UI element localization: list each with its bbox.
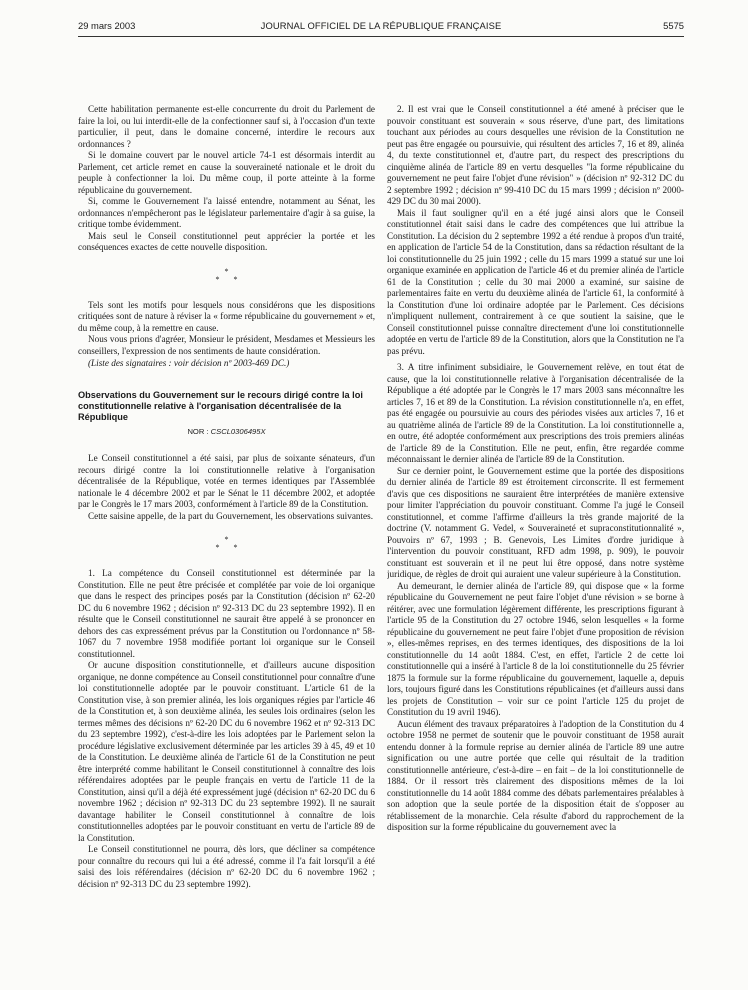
right-column (387, 104, 684, 984)
paragraph: 2. Il est vrai que le Conseil constitutionnel a été amené à préciser que le pouvoir constituant est souverain « sous réserve, d'une part, des limitations touchant aux périodes au cours desquelles une révision de la Constitution ne peut pas être engagée ou poursuivie, qui résultent des articles 7, 16 et 89, alinéa 4, du texte constitutionnel et, d'autre part, du respect des prescriptions du cinquième alinéa de l'article 89 en vertu desquelles "la forme républicaine du gouvernement ne peut faire l'objet d'une révision" » (décision nº 92-312 DC du 2 septembre 1992 ; décision nº 99-410 DC du 15 mars 1999 ; décision nº 2000-429 DC du 30 mai 2000). (387, 104, 684, 206)
asterism-separator (78, 268, 375, 284)
paragraph: Le Conseil constitutionnel ne pourra, dès lors, que décliner sa compétence pour connaître du recours qui lui a été adressé, comme il l'a fait lorsqu'il a été saisi des lois référendaires (décision nº 62-20 DC du 6 novembre 1962 ; décision nº 92-313 DC du 23 septembre 1992). (78, 844, 375, 889)
header-date: 29 mars 2003 (78, 20, 136, 31)
paragraph: Mais seul le Conseil constitutionnel peut apprécier la portée et les conséquences exactes de cette nouvelle disposition. (78, 230, 375, 252)
star-icon: ** (215, 543, 252, 552)
header-journal-title: JOURNAL OFFICIEL DE LA RÉPUBLIQUE FRANÇAISE (260, 20, 502, 31)
paragraph: Le Conseil constitutionnel a été saisi, par plus de soixante sénateurs, d'un recours dirigé contre la loi constitutionnelle relative à l'organisation décentralisée de la République, votée en termes identiques par l'Assemblée nationale le 4 décembre 2002 et par le Sénat le 11 décembre 2002, et adoptée par le Congrès le 17 mars 2003, conformément à l'article 89 de la Constitution. (78, 453, 375, 509)
header-page-number: 5575 (663, 20, 684, 31)
header-rule (78, 36, 684, 37)
paragraph: Tels sont les motifs pour lesquels nous considérons que les dispositions critiquées sont de nature à réviser la « forme républicaine du gouvernement » et, du même coup, à la remettre en cause. (78, 299, 375, 333)
asterism-separator (78, 536, 375, 552)
signatories-note: (Liste des signataires : voir décision nº 2003-469 DC.) (88, 358, 290, 368)
paragraph: 3. A titre infiniment subsidiaire, le Gouvernement relève, en tout état de cause, que la loi constitutionnelle relative à l'organisation décentralisée de la République a été adoptée par le Congrès le 17 mars 2003 sans méconnaître les articles 7, 16 et 89 de la Constitution. La révision constitutionnelle n'a, en effet, pas été engagée ou poursuivie au cours des périodes visées aux articles 7, 16 et au quatrième alinéa de l'article 89 de la Constitution. La loi constitutionnelle a, en outre, été adoptée conformément aux prescriptions des trois premiers alinéas de l'article 89 de la Constitution. Elle ne peut, enfin, être regardée comme méconnaissant le dernier alinéa de l'article 89 de la Constitution. (387, 362, 684, 464)
star-icon: * (224, 535, 229, 544)
nor-label: NOR : (187, 426, 209, 436)
paragraph: Or aucune disposition constitutionnelle, et d'ailleurs aucune disposition organique, ne donne compétence au Conseil constitutionnel pour connaître d'une loi constitutionnelle adoptée par le pouvoir constituant. L'article 61 de la Constitution vise, à son premier alinéa, les lois organiques régies par l'article 46 de la Constitution et, à son deuxième alinéa, les seules lois ordinaires (selon les termes mêmes des décisions nº 62-20 DC du 6 novembre 1962 et nº 92-313 DC du 23 septembre 1992), c'est-à-dire les lois adoptées par le Parlement selon la procédure législative exclusivement déterminée par les articles 39 à 45, 49 et 10 de la Constitution. Le deuxième alinéa de l'article 61 de la Constitution ne peut être interprété comme habilitant le Conseil constitutionnel à connaître des lois référendaires adoptées par le peuple français en vertu de l'article 11 de la Constitution, ainsi qu'il a déjà été expressément jugé (décision nº 62-20 DC du 6 novembre 1962 ; décision nº 92-313 DC du 23 septembre 1992). Il ne saurait davantage habiliter le Conseil constitutionnel à connaître de lois constitutionnelles adoptées par le pouvoir constituant en vertu de l'article 89 de la Constitution. (78, 660, 375, 843)
paragraph: Au demeurant, le dernier alinéa de l'article 89, qui dispose que « la forme républicaine du Gouvernement ne peut faire l'objet d'une révision » se borne à réitérer, avec une formulation légèrement différente, les prescriptions figurant à l'article 95 de la Constitution du 27 octobre 1946, selon lesquelles « la forme républicaine du gouvernement ne peut faire l'objet d'une proposition de révision », elles-mêmes reprises, en des termes identiques, des dispositions de la loi constitutionnelle du 14 août 1884. C'est, en effet, l'article 2 de cette loi constitutionnelle qui a inséré à l'article 8 de la loi constitutionnelle du 25 février 1875 la formule sur la forme républicaine du gouvernement, laquelle a, depuis lors, toujours figuré dans les Constitutions républicaines (et d'ailleurs aussi dans les projets de Constitution – voir sur ce point l'article 125 du projet de Constitution du 19 avril 1946). (387, 580, 684, 717)
paragraph: Cette saisine appelle, de la part du Gouvernement, les observations suivantes. (88, 510, 373, 521)
paragraph: Si le domaine couvert par le nouvel article 74-1 est désormais interdit au Parlement, cet article remet en cause la souveraineté nationale et le droit du peuple à confectionner la loi. Du même coup, il porte atteinte à la forme républicaine du gouvernement. (78, 150, 375, 195)
paragraph: Aucun élément des travaux préparatoires à l'adoption de la Constitution du 4 octobre 1958 ne permet de soutenir que le pouvoir constituant de 1958 aurait entendu donner à la formule reprise au dernier alinéa de l'article 89 une autre signification ou une autre portée que celle qui résultait de la tradition constitutionnelle antérieure, c'est-à-dire – en fait – de la loi constitutionnelle de 1884. Or il ressort très clairement des dispositions mêmes de la loi constitutionnelle du 14 août 1884 comme des débats parlementaires préalables à son adoption que la seule portée de la disposition était de s'opposer au rétablissement de la monarchie. Cela résulte d'abord du rapprochement de la disposition sur la forme républicaine du gouvernement avec la (387, 718, 684, 832)
left-column (78, 104, 375, 984)
section-title: Observations du Gouvernement sur le recours dirigé contre la loi constitutionnelle relative à l'organisation décentralisée de la République (78, 389, 363, 422)
paragraph: 1. La compétence du Conseil constitutionnel est déterminée par la Constitution. Elle ne peut être précisée et complétée par voie de loi organique que dans le respect des principes posés par la Constitution (décision nº 62-20 DC du 6 novembre 1962 ; décision nº 92-313 DC du 23 septembre 1992). Il en résulte que le Conseil constitutionnel ne saurait être appelé à se prononcer en dehors des cas expressément prévus par la Constitution ou l'ordonnance nº 58-1067 du 7 novembre 1958 modifiée portant loi organique sur le Conseil constitutionnel. (78, 568, 375, 659)
star-icon: ** (215, 274, 252, 284)
star-icon: * (224, 266, 229, 276)
nor-reference (78, 426, 375, 438)
page-header (78, 20, 684, 34)
nor-code: CSCL0306495X (210, 426, 266, 436)
paragraph: Mais il faut souligner qu'il en a été jugé ainsi alors que le Conseil constitutionnel était saisi dans le cadre des compétences que lui attribue la Constitution. La décision du 2 septembre 1992 a été rendue à propos d'un traité, en application de l'article 54 de la Constitution, dans sa rédaction résultant de la loi constitutionnelle du 25 juin 1992 ; celle du 15 mars 1999 a statué sur une loi organique examinée en application de l'article 46 et du premier alinéa de l'article 61 de la Constitution ; celle du 30 mai 2000 a examiné, sur saisine de parlementaires faite en vertu du deuxième alinéa de l'article 61, la conformité à la Constitution d'une loi ordinaire adoptée par le Parlement. Ces décisions n'impliquent nullement, contrairement à ce que soutient la saisine, que le Conseil constitutionnel puisse connaître directement d'une loi constitutionnelle adoptée en vertu de l'article 89 de la Constitution, alors que la Constitution ne l'a pas prévu. (387, 207, 684, 356)
paragraph: Si, comme le Gouvernement l'a laissé entendre, notamment au Sénat, les ordonnances n'empêcheront pas le législateur parlementaire d'agir à sa guise, la critique tombe évidemment. (78, 196, 375, 229)
paragraph: Cette habilitation permanente est-elle concurrente du droit du Parlement de faire la loi, ou lui interdit-elle de la confectionner sauf si, à l'occasion d'un texte particulier, il peut, dans le domaine concerné, interdire le recours aux ordonnances ? (78, 104, 375, 149)
paragraph: Nous vous prions d'agréer, Monsieur le président, Mesdames et Messieurs les conseillers, l'expression de nos sentiments de haute considération. (78, 334, 375, 356)
paragraph: Sur ce dernier point, le Gouvernement estime que la portée des dispositions du dernier alinéa de l'article 89 est étroitement circonscrite. Il est fermement d'avis que ces dispositions ne sauraient être interprétées de manière extensive pour limiter l'appréciation du pouvoir constituant. Comme l'a jugé le Conseil constitutionnel, et comme l'affirme d'ailleurs la très grande majorité de la doctrine (V. notamment G. Vedel, « Souveraineté et supraconstitutionnalité », Pouvoirs nº 67, 1993 ; B. Genevois, Les Limites d'ordre juridique à l'intervention du pouvoir constituant, RFD adm 1998, p. 909), le pouvoir constituant est souverain et il ne peut lui être opposé, dans notre système juridique, de règles de droit qui auraient une valeur supérieure à la Constitution. (387, 465, 684, 579)
